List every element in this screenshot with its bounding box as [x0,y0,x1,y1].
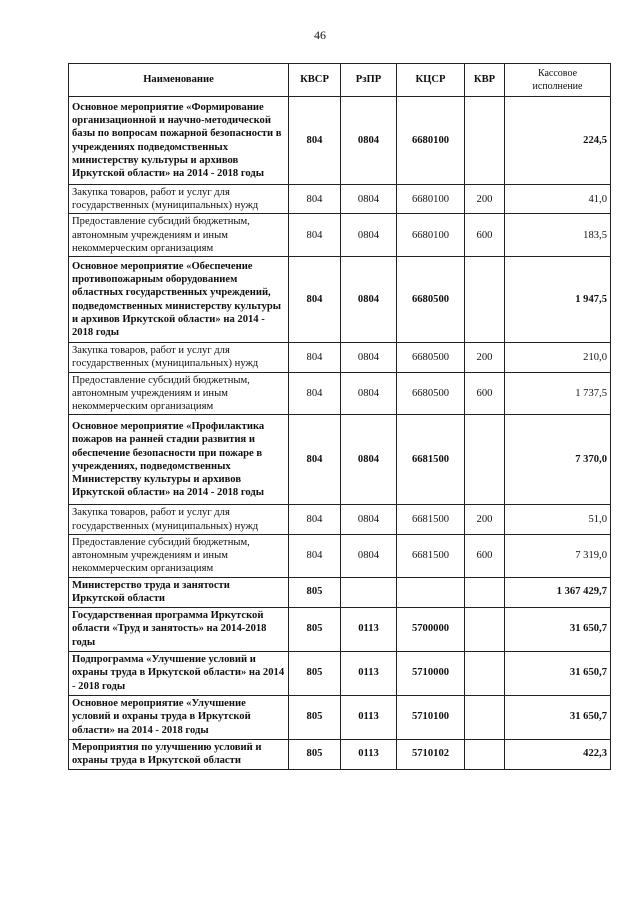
row-kcsr: 6681500 [397,415,465,505]
row-kvr: 600 [465,214,505,257]
table-row [69,97,611,185]
row-kvsr: 804 [289,372,341,415]
row-rzpr: 0113 [341,739,397,769]
row-name: Министерство труда и занятости Иркутской области [69,577,289,607]
row-amount: 31 650,7 [505,607,611,651]
row-amount: 1 737,5 [505,372,611,415]
row-amount: 41,0 [505,185,611,214]
row-kvr [465,607,505,651]
row-name: Закупка товаров, работ и услуг для государственных (муниципальных) нужд [69,185,289,214]
row-kvsr: 805 [289,577,341,607]
row-rzpr: 0804 [341,372,397,415]
page-number: 46 [314,28,326,42]
table-row [69,607,611,651]
row-amount: 422,3 [505,739,611,769]
row-kvsr: 805 [289,739,341,769]
row-rzpr: 0804 [341,214,397,257]
row-kcsr: 5710102 [397,739,465,769]
row-kvsr: 804 [289,214,341,257]
row-kcsr: 6680500 [397,343,465,372]
header-kvsr: КВСР [289,64,341,97]
row-kvsr: 804 [289,97,341,185]
row-name: Предоставление субсидий бюджетным, автономным учреждениям и иным некоммерческим организациям [69,372,289,415]
row-rzpr: 0804 [341,257,397,343]
row-name: Подпрограмма «Улучшение условий и охраны труда в Иркутской области» на 2014 - 2018 годы [69,651,289,695]
row-kvr [465,415,505,505]
row-kvsr: 805 [289,607,341,651]
row-kcsr: 6680100 [397,214,465,257]
row-rzpr: 0804 [341,534,397,577]
header-amount-line1: Кассовое [537,67,578,79]
row-kcsr: 5710100 [397,695,465,739]
row-rzpr: 0804 [341,185,397,214]
row-name: Предоставление субсидий бюджетным, автономным учреждениям и иным некоммерческим организациям [69,534,289,577]
row-kvr [465,739,505,769]
row-rzpr: 0804 [341,97,397,185]
header-amount-line2: исполнение [532,81,583,92]
row-kvr: 200 [465,343,505,372]
row-kcsr: 6680100 [397,97,465,185]
table-row [69,185,611,214]
row-kvr [465,695,505,739]
row-amount: 210,0 [505,343,611,372]
row-kvsr: 804 [289,185,341,214]
table-row [69,577,611,607]
row-kvsr: 805 [289,695,341,739]
row-name: Мероприятия по улучшению условий и охраны труда в Иркутской области [69,739,289,769]
row-kvr [465,97,505,185]
row-kvr: 200 [465,505,505,534]
row-rzpr: 0804 [341,415,397,505]
row-rzpr: 0804 [341,505,397,534]
table-row [69,651,611,695]
row-kcsr: 6680500 [397,372,465,415]
header-kvr: КВР [465,64,505,97]
row-name: Предоставление субсидий бюджетным, автономным учреждениям и иным некоммерческим организациям [69,214,289,257]
row-kcsr: 6680100 [397,185,465,214]
row-amount: 7 319,0 [505,534,611,577]
row-amount: 31 650,7 [505,695,611,739]
row-kcsr: 5700000 [397,607,465,651]
table-row [69,372,611,415]
row-name: Основное мероприятие «Профилактика пожаров на ранней стадии развития и обеспечение безопасности при пожаре в учреждениях, подведомственных Министерству культуры и архивов Иркутской области» на 2014 - 2018 годы [69,415,289,505]
table-row [69,257,611,343]
row-kcsr: 6681500 [397,505,465,534]
row-name: Основное мероприятие «Улучшение условий и охраны труда в Иркутской области» на 2014 - 2018 годы [69,695,289,739]
row-amount: 1 367 429,7 [505,577,611,607]
row-kcsr: 6680500 [397,257,465,343]
row-kcsr [397,577,465,607]
header-name: Наименование [69,64,289,97]
row-name: Основное мероприятие «Формирование организационной и научно-методической базы по вопросам пожарной безопасности в учреждениях подведомственных министерству культуры и архивов Иркутской области» на 2014 - 2018 годы [69,97,289,185]
row-kvr: 600 [465,534,505,577]
table-row [69,534,611,577]
row-name: Закупка товаров, работ и услуг для государственных (муниципальных) нужд [69,343,289,372]
row-kvsr: 804 [289,534,341,577]
row-kcsr: 6681500 [397,534,465,577]
row-amount: 7 370,0 [505,415,611,505]
table-row [69,739,611,769]
row-name: Закупка товаров, работ и услуг для государственных (муниципальных) нужд [69,505,289,534]
row-kvsr: 805 [289,651,341,695]
table-row [69,415,611,505]
row-rzpr: 0113 [341,695,397,739]
row-amount: 1 947,5 [505,257,611,343]
table-row [69,695,611,739]
row-amount: 31 650,7 [505,651,611,695]
row-amount: 51,0 [505,505,611,534]
row-kvr [465,257,505,343]
row-rzpr: 0804 [341,343,397,372]
row-name: Государственная программа Иркутской области «Труд и занятость» на 2014-2018 годы [69,607,289,651]
budget-execution-table [68,63,611,770]
row-amount: 224,5 [505,97,611,185]
row-rzpr [341,577,397,607]
table-header-row [69,64,611,97]
row-kvr [465,651,505,695]
row-kvsr: 804 [289,343,341,372]
table-row [69,505,611,534]
row-kvr: 600 [465,372,505,415]
row-kvr: 200 [465,185,505,214]
header-amount [505,64,611,97]
table-row [69,214,611,257]
row-rzpr: 0113 [341,607,397,651]
row-name: Основное мероприятие «Обеспечение противопожарным оборудованием областных государственных учреждений, подведомственных министерству культуры и архивов Иркутской области» на 2014 - 2018 годы [69,257,289,343]
table-row [69,343,611,372]
row-amount: 183,5 [505,214,611,257]
header-rzpr: РзПР [341,64,397,97]
row-kvr [465,577,505,607]
header-kcsr: КЦСР [397,64,465,97]
row-kvsr: 804 [289,415,341,505]
row-kvsr: 804 [289,505,341,534]
row-rzpr: 0113 [341,651,397,695]
row-kvsr: 804 [289,257,341,343]
row-kcsr: 5710000 [397,651,465,695]
